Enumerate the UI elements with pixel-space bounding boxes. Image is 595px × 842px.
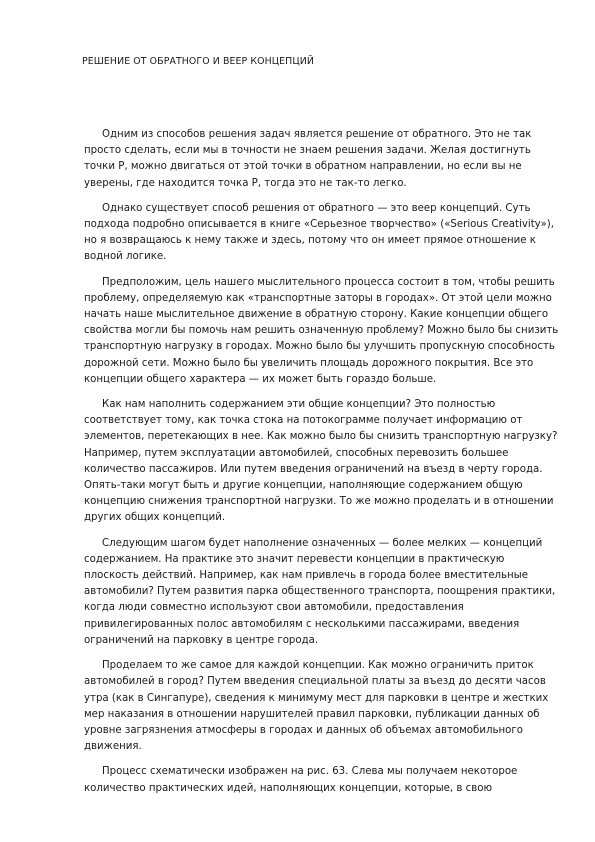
paragraph-3: Предположим, цель нашего мыслительного процесса состоит в том, чтобы решить проблему, определяемую как «транспортные заторы в городах». От этой цели можно начать наше мыслительное движение в обратную сторону. Какие концепции общего свойства могли бы помочь нам решить означенную проблему? Можно было бы снизить транспортную нагрузку в городах. Можно было бы улучшить пропускную способность дорожной сети. Можно было бы увеличить площадь дорожного покрытия. Все это концепции общего характера — их может быть гораздо больше. — [84, 276, 559, 385]
body-text — [84, 127, 559, 806]
paragraph-2: Однако существует способ решения от обратного — это веер концепций. Суть подхода подробно описывается в книге «Серьезное творчество» («Serious Creativity»), но я возвращаюсь к нему также и здесь, потому что он имеет прямое отношение к водной логике. — [84, 202, 554, 263]
paragraph-7: Процесс схематически изображен на рис. 63. Слева мы получаем некоторое количество практических идей, наполняющих концепции, которые, в свою — [84, 766, 518, 794]
paragraph-5: Следующим шагом будет наполнение означенных — более мелких — концепций содержанием. На практике это значит перевести концепции в практическую плоскость действий. Например, как нам привлечь в города более вместительные автомобили? Путем развития парка общественного транспорта, поощрения практики, когда люди совместно используют свои автомобили, предоставления привилегированных полос автомобилям с несколькими пассажирами, введения ограничений на парковку в центре города. — [84, 537, 556, 646]
page-title: РЕШЕНИЕ ОТ ОБРАТНОГО И ВЕЕР КОНЦЕПЦИЙ — [82, 56, 314, 67]
paragraph-6: Проделаем то же самое для каждой концепции. Как можно ограничить приток автомобилей в город? Путем введения специальной платы за въезд до десяти часов утра (как в Сингапуре), сведения к минимуму мест для парковки в центре и жестких мер наказания в отношении нарушителей правил парковки, публикации данных об уровне загрязнения атмосферы в городах и данных об объемах автомобильного движения. — [84, 660, 549, 753]
paragraph-1: Одним из способов решения задач является решение от обратного. Это не так просто сделать, если мы в точности не знаем решения задачи. Желая достигнуть точки Р, можно двигаться от этой точки в обратном направлении, но если вы не уверены, где находится точка Р, тогда это не так-то легко. — [84, 129, 532, 189]
paragraph-4: Как нам наполнить содержанием эти общие концепции? Это полностью соответствует тому, как точка стока на потокограмме получает информацию от элементов, перетекающих в нее. Как можно было бы снизить транспортную нагрузку? Например, путем эксплуатации автомобилей, способных перевозить большее количество пассажиров. Или путем введения ограничений на въезд в черту города. Опять-таки могут быть и другие концепции, наполняющие содержанием общую концепцию снижения транспортной нагрузки. То же можно проделать и в отношении других общих концепций. — [84, 399, 558, 524]
